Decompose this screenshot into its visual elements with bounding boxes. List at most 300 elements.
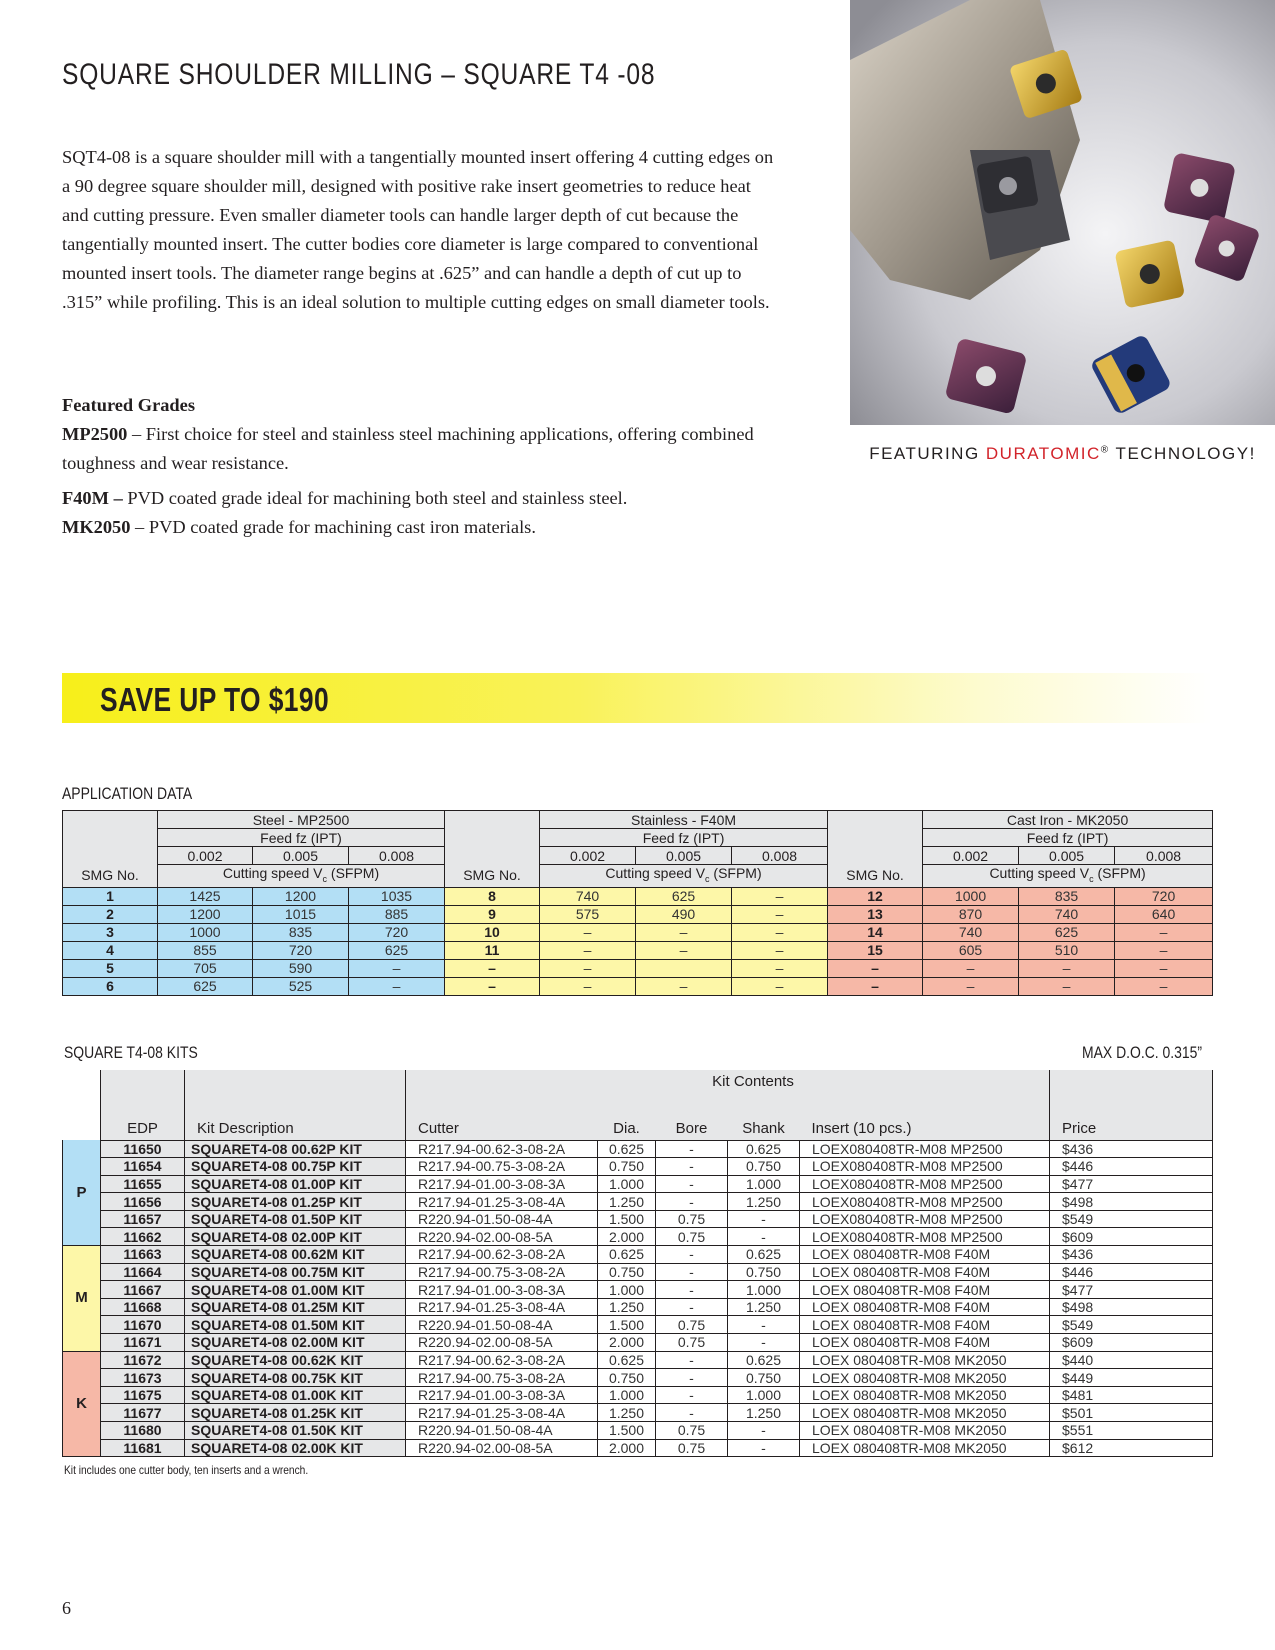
- speed-unit: (SFPM): [1093, 865, 1146, 881]
- price-value: $440: [1050, 1351, 1213, 1369]
- edp-number: 11667: [101, 1281, 185, 1299]
- insert-part: LOEX 080408TR-M08 F40M: [800, 1263, 1050, 1281]
- kit-description: SQUARET4-08 00.62P KIT: [185, 1140, 406, 1158]
- kits-header-blank: [63, 1070, 101, 1140]
- price-value: $549: [1050, 1210, 1213, 1228]
- smg-number: –: [828, 959, 923, 977]
- cutter-part: R220.94-02.00-08-5A: [406, 1334, 598, 1352]
- bore-value: -: [656, 1175, 728, 1193]
- cutter-part: R217.94-01.25-3-08-4A: [406, 1404, 598, 1422]
- cutting-speed-label: [923, 865, 1213, 888]
- cutting-speed-value: –: [732, 887, 828, 905]
- kit-row: [63, 1404, 1213, 1422]
- kit-row: [63, 1140, 1213, 1158]
- edp-number: 11654: [101, 1158, 185, 1176]
- edp-number: 11663: [101, 1246, 185, 1264]
- cutting-speed-value: [636, 959, 732, 977]
- dia-value: 0.625: [598, 1246, 656, 1264]
- kits-heading: SQUARE T4-08 KITS: [64, 1043, 198, 1062]
- insert-part: LOEX080408TR-M08 MP2500: [800, 1175, 1050, 1193]
- edp-number: 11681: [101, 1439, 185, 1457]
- speed-label: Cutting speed V: [222, 865, 323, 881]
- kit-description: SQUARET4-08 01.50M KIT: [185, 1316, 406, 1334]
- smg-header: SMG No.: [445, 811, 540, 888]
- app-data-row: [63, 905, 1213, 923]
- price-value: $609: [1050, 1228, 1213, 1246]
- speed-sub: c: [1089, 873, 1094, 884]
- app-data-row: [63, 941, 1213, 959]
- cutter-part: R220.94-01.50-08-4A: [406, 1316, 598, 1334]
- grade-name: MK2050: [62, 517, 131, 537]
- app-data-row: [63, 977, 1213, 995]
- smg-number: 12: [828, 887, 923, 905]
- dia-value: 1.250: [598, 1193, 656, 1211]
- bore-value: 0.75: [656, 1334, 728, 1352]
- cutting-speed-value: 835: [253, 923, 349, 941]
- dia-value: 0.750: [598, 1263, 656, 1281]
- feed-value: 0.005: [253, 847, 349, 865]
- cutting-speed-value: –: [1115, 923, 1213, 941]
- cutting-speed-value: –: [923, 959, 1019, 977]
- price-value: $436: [1050, 1140, 1213, 1158]
- shank-value: -: [728, 1316, 800, 1334]
- insert-part: LOEX080408TR-M08 MP2500: [800, 1140, 1050, 1158]
- price-value: $498: [1050, 1193, 1213, 1211]
- cutting-speed-value: –: [1115, 959, 1213, 977]
- cutting-speed-value: 1035: [349, 887, 445, 905]
- shank-value: 1.000: [728, 1175, 800, 1193]
- price-value: $609: [1050, 1334, 1213, 1352]
- cutter-part: R217.94-00.75-3-08-2A: [406, 1158, 598, 1176]
- kit-row: [63, 1158, 1213, 1176]
- grade-mp2500: [62, 420, 782, 478]
- shank-value: 0.750: [728, 1369, 800, 1387]
- cutting-speed-value: 855: [158, 941, 253, 959]
- kit-row: [63, 1193, 1213, 1211]
- kits-table: [62, 1070, 1213, 1457]
- kit-row: [63, 1246, 1213, 1264]
- iso-group-k: K: [63, 1351, 101, 1457]
- cutting-speed-value: –: [540, 923, 636, 941]
- cutting-speed-value: 705: [158, 959, 253, 977]
- price-header: Price: [1050, 1070, 1213, 1140]
- cutting-speed-value: 510: [1019, 941, 1115, 959]
- bore-value: -: [656, 1404, 728, 1422]
- cutting-speed-value: –: [349, 959, 445, 977]
- kit-row: [63, 1439, 1213, 1457]
- dia-value: 1.000: [598, 1386, 656, 1404]
- edp-number: 11668: [101, 1298, 185, 1316]
- cutting-speed-value: 1000: [158, 923, 253, 941]
- dia-value: 1.250: [598, 1298, 656, 1316]
- bore-value: 0.75: [656, 1210, 728, 1228]
- smg-number: 2: [63, 905, 158, 923]
- cutting-speed-value: 1015: [253, 905, 349, 923]
- insert-part: LOEX 080408TR-M08 MK2050: [800, 1386, 1050, 1404]
- featuring-suffix: TECHNOLOGY!: [1109, 444, 1256, 463]
- kit-description: SQUARET4-08 02.00M KIT: [185, 1334, 406, 1352]
- cutting-speed-value: –: [732, 905, 828, 923]
- cutting-speed-value: 625: [636, 887, 732, 905]
- shank-value: -: [728, 1422, 800, 1440]
- dia-value: 2.000: [598, 1334, 656, 1352]
- edp-number: 11680: [101, 1422, 185, 1440]
- cutter-part: R220.94-01.50-08-4A: [406, 1210, 598, 1228]
- app-data-row: [63, 923, 1213, 941]
- shank-header: Shank: [728, 1070, 800, 1140]
- kit-row: [63, 1334, 1213, 1352]
- insert-part: LOEX 080408TR-M08 F40M: [800, 1298, 1050, 1316]
- cutting-speed-value: 625: [158, 977, 253, 995]
- shank-value: 1.000: [728, 1281, 800, 1299]
- edp-number: 11662: [101, 1228, 185, 1246]
- shank-value: -: [728, 1439, 800, 1457]
- edp-header: EDP: [101, 1070, 185, 1140]
- kit-description: SQUARET4-08 01.25K KIT: [185, 1404, 406, 1422]
- cutting-speed-value: 640: [1115, 905, 1213, 923]
- feed-value: 0.008: [349, 847, 445, 865]
- dia-value: 1.500: [598, 1210, 656, 1228]
- shank-value: 0.625: [728, 1351, 800, 1369]
- cutter-part: R220.94-02.00-08-5A: [406, 1439, 598, 1457]
- price-value: $501: [1050, 1404, 1213, 1422]
- speed-sub: c: [705, 873, 710, 884]
- feed-label: Feed fz (IPT): [158, 829, 445, 847]
- cutting-speed-value: 605: [923, 941, 1019, 959]
- edp-number: 11664: [101, 1263, 185, 1281]
- max-doc-label: MAX D.O.C. 0.315”: [1082, 1043, 1203, 1062]
- dia-value: 2.000: [598, 1228, 656, 1246]
- insert-part: LOEX 080408TR-M08 MK2050: [800, 1439, 1050, 1457]
- cutting-speed-value: 870: [923, 905, 1019, 923]
- bore-value: -: [656, 1140, 728, 1158]
- price-value: $498: [1050, 1298, 1213, 1316]
- edp-number: 11675: [101, 1386, 185, 1404]
- smg-number: 15: [828, 941, 923, 959]
- feed-value: 0.008: [732, 847, 828, 865]
- cutter-part: R217.94-00.62-3-08-2A: [406, 1140, 598, 1158]
- smg-number: 3: [63, 923, 158, 941]
- bore-value: -: [656, 1263, 728, 1281]
- shank-value: -: [728, 1228, 800, 1246]
- app-header-row: [63, 829, 1213, 847]
- kit-description: SQUARET4-08 01.50P KIT: [185, 1210, 406, 1228]
- shank-value: 1.000: [728, 1386, 800, 1404]
- dia-value: 0.625: [598, 1140, 656, 1158]
- kit-row: [63, 1298, 1213, 1316]
- bore-value: 0.75: [656, 1316, 728, 1334]
- insert-part: LOEX080408TR-M08 MP2500: [800, 1228, 1050, 1246]
- cutter-part: R217.94-00.62-3-08-2A: [406, 1351, 598, 1369]
- speed-unit: (SFPM): [709, 865, 762, 881]
- price-value: $549: [1050, 1316, 1213, 1334]
- kit-footnote: Kit includes one cutter body, ten inserts and a wrench.: [64, 1463, 309, 1477]
- speed-label: Cutting speed V: [989, 865, 1090, 881]
- smg-number: 9: [445, 905, 540, 923]
- cutting-speed-value: 720: [349, 923, 445, 941]
- cutting-speed-value: –: [732, 923, 828, 941]
- feed-value: 0.005: [1019, 847, 1115, 865]
- bore-value: 0.75: [656, 1228, 728, 1246]
- grade-mk2050: [62, 513, 782, 542]
- cutter-part: R217.94-01.00-3-08-3A: [406, 1281, 598, 1299]
- bore-value: -: [656, 1298, 728, 1316]
- product-photo: [850, 0, 1275, 425]
- edp-number: 11655: [101, 1175, 185, 1193]
- shank-value: 1.250: [728, 1404, 800, 1422]
- feed-value: 0.002: [540, 847, 636, 865]
- application-data-table: [62, 810, 1213, 996]
- insert-part: LOEX080408TR-M08 MP2500: [800, 1158, 1050, 1176]
- feed-value: 0.005: [636, 847, 732, 865]
- page-title: SQUARE SHOULDER MILLING – SQUARE T4 -08: [62, 58, 656, 91]
- shank-value: 0.625: [728, 1246, 800, 1264]
- smg-number: –: [445, 959, 540, 977]
- bore-header: Bore: [656, 1070, 728, 1140]
- cutting-speed-value: –: [732, 959, 828, 977]
- cutting-speed-value: –: [349, 977, 445, 995]
- cutter-part: R220.94-02.00-08-5A: [406, 1228, 598, 1246]
- smg-number: 11: [445, 941, 540, 959]
- price-value: $446: [1050, 1158, 1213, 1176]
- bore-value: -: [656, 1281, 728, 1299]
- cutting-speed-value: 1200: [158, 905, 253, 923]
- cutting-speed-value: 740: [540, 887, 636, 905]
- dia-value: 2.000: [598, 1439, 656, 1457]
- dia-value: 0.750: [598, 1369, 656, 1387]
- cutter-part: R217.94-01.00-3-08-3A: [406, 1175, 598, 1193]
- feed-value: 0.002: [158, 847, 253, 865]
- kit-row: [63, 1281, 1213, 1299]
- bore-value: 0.75: [656, 1439, 728, 1457]
- smg-number: 6: [63, 977, 158, 995]
- smg-number: –: [828, 977, 923, 995]
- cutting-speed-value: 835: [1019, 887, 1115, 905]
- smg-number: 1: [63, 887, 158, 905]
- kit-description: SQUARET4-08 01.50K KIT: [185, 1422, 406, 1440]
- page-number: 6: [62, 1598, 71, 1618]
- cutter-part: R217.94-01.25-3-08-4A: [406, 1298, 598, 1316]
- smg-number: 10: [445, 923, 540, 941]
- insert-part: LOEX080408TR-M08 MP2500: [800, 1210, 1050, 1228]
- kit-contents-label: Kit Contents: [712, 1073, 794, 1090]
- bore-value: -: [656, 1386, 728, 1404]
- kit-row: [63, 1351, 1213, 1369]
- cutting-speed-value: 590: [253, 959, 349, 977]
- cutting-speed-value: –: [636, 977, 732, 995]
- cutting-speed-value: 720: [253, 941, 349, 959]
- bore-value: -: [656, 1158, 728, 1176]
- speed-unit: (SFPM): [327, 865, 380, 881]
- feed-label: Feed fz (IPT): [540, 829, 828, 847]
- cutting-speed-value: –: [540, 959, 636, 977]
- price-value: $477: [1050, 1281, 1213, 1299]
- cutting-speed-value: –: [636, 941, 732, 959]
- bore-value: -: [656, 1369, 728, 1387]
- kit-description-header: Kit Description: [185, 1070, 406, 1140]
- duratomic-brand: DURATOMIC: [985, 444, 1101, 463]
- insert-header: Insert (10 pcs.): [800, 1070, 1050, 1140]
- shank-value: 0.625: [728, 1140, 800, 1158]
- cutting-speed-value: 740: [923, 923, 1019, 941]
- shank-value: 1.250: [728, 1193, 800, 1211]
- price-value: $449: [1050, 1369, 1213, 1387]
- edp-number: 11670: [101, 1316, 185, 1334]
- shank-value: -: [728, 1334, 800, 1352]
- kit-row: [63, 1263, 1213, 1281]
- insert-part: LOEX 080408TR-M08 F40M: [800, 1316, 1050, 1334]
- smg-number: 13: [828, 905, 923, 923]
- cutting-speed-label: [158, 865, 445, 888]
- cutter-part: R220.94-01.50-08-4A: [406, 1422, 598, 1440]
- grade-f40m: [62, 484, 782, 513]
- kit-description: SQUARET4-08 01.25M KIT: [185, 1298, 406, 1316]
- dia-value: 1.500: [598, 1316, 656, 1334]
- edp-number: 11677: [101, 1404, 185, 1422]
- cutter-header: Cutter: [406, 1070, 598, 1140]
- dia-value: 1.000: [598, 1281, 656, 1299]
- cutting-speed-value: 1200: [253, 887, 349, 905]
- smg-header: SMG No.: [828, 811, 923, 888]
- shank-value: -: [728, 1210, 800, 1228]
- cutting-speed-value: 625: [349, 941, 445, 959]
- cutter-part: R217.94-01.00-3-08-3A: [406, 1386, 598, 1404]
- cutting-speed-value: 575: [540, 905, 636, 923]
- iso-group-m: M: [63, 1246, 101, 1352]
- cutter-part: R217.94-00.75-3-08-2A: [406, 1263, 598, 1281]
- cutting-speed-value: 1000: [923, 887, 1019, 905]
- bore-value: 0.75: [656, 1422, 728, 1440]
- dia-value: 1.500: [598, 1422, 656, 1440]
- application-data-heading: APPLICATION DATA: [62, 784, 193, 803]
- material-group-title: Cast Iron - MK2050: [923, 811, 1213, 829]
- dia-value: 0.750: [598, 1158, 656, 1176]
- kit-row: [63, 1175, 1213, 1193]
- intro-paragraph: SQT4-08 is a square shoulder mill with a tangentially mounted insert offering 4 cutting edges on a 90 degree square shoulder mill, designed with positive rake insert geometries to reduce heat and cutting pressure. Even smaller diameter tools can handle larger depth of cut because the tangentially mounted insert. The cutter bodies core diameter is large compared to conventional mounted insert tools. The diameter range begins at .625” and can handle a depth of cut up to .315” while profiling. This is an ideal solution to multiple cutting edges on small diameter tools.: [62, 147, 774, 312]
- edp-number: 11656: [101, 1193, 185, 1211]
- shank-value: 0.750: [728, 1263, 800, 1281]
- app-header-row: [63, 847, 1213, 865]
- cutting-speed-value: –: [1115, 977, 1213, 995]
- smg-number: 8: [445, 887, 540, 905]
- app-data-row: [63, 887, 1213, 905]
- kit-row: [63, 1210, 1213, 1228]
- kit-description: SQUARET4-08 01.00K KIT: [185, 1386, 406, 1404]
- bore-value: -: [656, 1193, 728, 1211]
- smg-number: 5: [63, 959, 158, 977]
- save-banner-text: SAVE UP TO $190: [100, 681, 330, 718]
- cutting-speed-value: –: [636, 923, 732, 941]
- kit-description: SQUARET4-08 00.62M KIT: [185, 1246, 406, 1264]
- kit-description: SQUARET4-08 00.62K KIT: [185, 1351, 406, 1369]
- cutting-speed-value: 740: [1019, 905, 1115, 923]
- kit-description: SQUARET4-08 01.25P KIT: [185, 1193, 406, 1211]
- kit-description: SQUARET4-08 00.75K KIT: [185, 1369, 406, 1387]
- insert-part: LOEX 080408TR-M08 MK2050: [800, 1422, 1050, 1440]
- insert-part: LOEX080408TR-M08 MP2500: [800, 1193, 1050, 1211]
- dia-header: Dia.: [598, 1070, 656, 1140]
- cutting-speed-value: –: [1019, 959, 1115, 977]
- cutter-part: R217.94-00.62-3-08-2A: [406, 1246, 598, 1264]
- shank-value: 1.250: [728, 1298, 800, 1316]
- grade-name: F40M –: [62, 488, 123, 508]
- kit-row: [63, 1422, 1213, 1440]
- smg-number: 14: [828, 923, 923, 941]
- kit-description: SQUARET4-08 00.75P KIT: [185, 1158, 406, 1176]
- cutting-speed-value: 1425: [158, 887, 253, 905]
- insert-part: LOEX 080408TR-M08 F40M: [800, 1246, 1050, 1264]
- dia-value: 1.250: [598, 1404, 656, 1422]
- app-header-row: [63, 811, 1213, 829]
- cutting-speed-value: 720: [1115, 887, 1213, 905]
- bore-value: -: [656, 1246, 728, 1264]
- iso-group-p: P: [63, 1140, 101, 1246]
- cutting-speed-value: 525: [253, 977, 349, 995]
- cutting-speed-value: –: [732, 977, 828, 995]
- kit-description: SQUARET4-08 02.00P KIT: [185, 1228, 406, 1246]
- speed-sub: c: [322, 873, 328, 884]
- feed-label: Feed fz (IPT): [923, 829, 1213, 847]
- cutting-speed-value: –: [1019, 977, 1115, 995]
- price-value: $551: [1050, 1422, 1213, 1440]
- material-group-title: Stainless - F40M: [540, 811, 828, 829]
- speed-label: Cutting speed V: [605, 865, 706, 881]
- app-data-row: [63, 959, 1213, 977]
- insert-part: LOEX 080408TR-M08 MK2050: [800, 1404, 1050, 1422]
- grade-text: – PVD coated grade for machining cast iron materials.: [130, 517, 536, 537]
- cutting-speed-value: –: [923, 977, 1019, 995]
- cutting-speed-value: –: [732, 941, 828, 959]
- cutting-speed-value: –: [1115, 941, 1213, 959]
- cutting-speed-value: –: [540, 977, 636, 995]
- bore-value: -: [656, 1351, 728, 1369]
- shank-value: 0.750: [728, 1158, 800, 1176]
- save-banner: [62, 673, 1212, 723]
- featuring-prefix: FEATURING: [869, 444, 986, 463]
- dia-value: 0.625: [598, 1351, 656, 1369]
- cutter-part: R217.94-00.75-3-08-2A: [406, 1369, 598, 1387]
- kit-row: [63, 1316, 1213, 1334]
- price-value: $481: [1050, 1386, 1213, 1404]
- app-header-row: [63, 865, 1213, 888]
- smg-number: 4: [63, 941, 158, 959]
- kit-description: SQUARET4-08 00.75M KIT: [185, 1263, 406, 1281]
- featuring-caption: [850, 444, 1275, 464]
- edp-number: 11672: [101, 1351, 185, 1369]
- edp-number: 11671: [101, 1334, 185, 1352]
- price-value: $477: [1050, 1175, 1213, 1193]
- kit-row: [63, 1369, 1213, 1387]
- cutting-speed-value: 625: [1019, 923, 1115, 941]
- price-value: $436: [1050, 1246, 1213, 1264]
- insert-part: LOEX 080408TR-M08 F40M: [800, 1281, 1050, 1299]
- grade-text: PVD coated grade ideal for machining both steel and stainless steel.: [122, 488, 628, 508]
- kit-description: SQUARET4-08 01.00M KIT: [185, 1281, 406, 1299]
- cutting-speed-value: –: [540, 941, 636, 959]
- grade-text: – First choice for steel and stainless steel machining applications, offering combined toughness and wear resistance.: [62, 424, 754, 473]
- edp-number: 11673: [101, 1369, 185, 1387]
- insert-part: LOEX 080408TR-M08 F40M: [800, 1334, 1050, 1352]
- featured-grades-heading: Featured Grades: [62, 395, 195, 415]
- smg-number: –: [445, 977, 540, 995]
- price-value: $446: [1050, 1263, 1213, 1281]
- material-group-title: Steel - MP2500: [158, 811, 445, 829]
- cutting-speed-value: 490: [636, 905, 732, 923]
- feed-value: 0.002: [923, 847, 1019, 865]
- grade-name: MP2500: [62, 424, 128, 444]
- registered-mark: ®: [1100, 444, 1110, 456]
- cutter-part: R217.94-01.25-3-08-4A: [406, 1193, 598, 1211]
